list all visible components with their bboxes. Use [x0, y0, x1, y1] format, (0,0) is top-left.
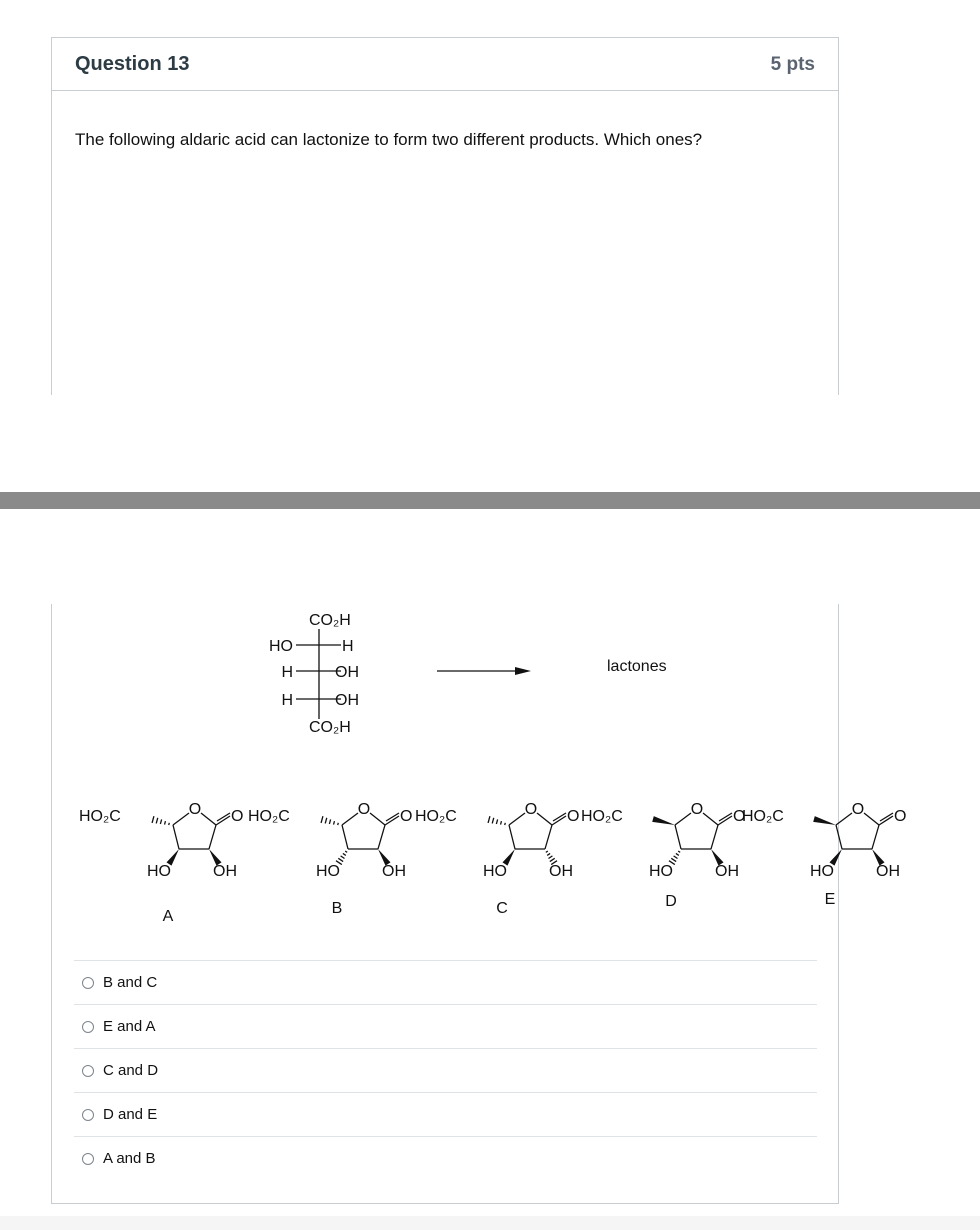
- radio-button[interactable]: [82, 1153, 94, 1165]
- answer-option-3[interactable]: [74, 1048, 817, 1092]
- substituent-label: HO₂C: [415, 808, 457, 825]
- structure-letter: B: [331, 900, 343, 917]
- question-header: [52, 38, 838, 91]
- hydroxyl-label-right: OH: [549, 863, 573, 880]
- radio-button[interactable]: [82, 1109, 94, 1121]
- structure-letter: C: [496, 900, 508, 917]
- lactone-structures: [79, 801, 906, 925]
- radio-button[interactable]: [82, 1021, 94, 1033]
- hydroxyl-label-left: HO: [147, 863, 171, 880]
- structure-letter: A: [162, 908, 174, 925]
- question-points: 5 pts: [770, 54, 815, 75]
- hydroxyl-label-right: OH: [715, 863, 739, 880]
- lactone-structure-a: [79, 801, 243, 925]
- answer-option-1[interactable]: [74, 960, 817, 1004]
- fischer-row3-left: H: [281, 692, 293, 709]
- radio-button[interactable]: [82, 1065, 94, 1077]
- radio-button[interactable]: [82, 977, 94, 989]
- question-card-bottom: [51, 604, 907, 1204]
- question-text: The following aldaric acid can lactonize to form two different products. Which ones?: [75, 130, 703, 149]
- answer-list: [74, 960, 817, 1180]
- answer-label: D and E: [103, 1106, 158, 1123]
- fischer-row2-right: OH: [335, 664, 359, 681]
- hydroxyl-label-right: OH: [213, 863, 237, 880]
- answer-option-4[interactable]: [74, 1092, 817, 1136]
- answer-label: A and B: [103, 1150, 156, 1167]
- answer-option-2[interactable]: [74, 1004, 817, 1048]
- ring-oxygen-label: O: [188, 801, 202, 818]
- hydroxyl-label-right: OH: [382, 863, 406, 880]
- hydroxyl-label-left: HO: [316, 863, 340, 880]
- ring-oxygen-label: O: [851, 801, 865, 818]
- structure-letter: E: [824, 891, 836, 908]
- fischer-row3-right: OH: [335, 692, 359, 709]
- structures-figure: [52, 604, 907, 944]
- lactones-label: lactones: [607, 658, 667, 675]
- fischer-row2-left: H: [281, 664, 293, 681]
- ring-oxygen-label: O: [524, 801, 538, 818]
- answer-option-5[interactable]: [74, 1136, 817, 1180]
- hydroxyl-label-left: HO: [483, 863, 507, 880]
- substituent-label: HO₂C: [248, 808, 290, 825]
- hydroxyl-label-left: HO: [649, 863, 673, 880]
- page-bottom-strip: [0, 1216, 980, 1230]
- question-title: Question 13: [75, 53, 190, 75]
- lactone-structure-b: [248, 801, 412, 917]
- lactone-structure-e: [742, 801, 906, 908]
- fischer-row1-left: HO: [269, 638, 293, 655]
- fischer-bottom-group: CO₂H: [309, 719, 351, 736]
- carbonyl-oxygen-label: O: [567, 808, 580, 825]
- substituent-label: HO₂C: [742, 808, 784, 825]
- hydroxyl-label-right: OH: [876, 863, 900, 880]
- lactone-structure-c: [415, 801, 579, 917]
- hydroxyl-label-left: HO: [810, 863, 834, 880]
- fischer-row1-right: H: [342, 638, 354, 655]
- answer-label: B and C: [103, 974, 158, 991]
- answer-label: E and A: [103, 1018, 156, 1035]
- structure-letter: D: [665, 893, 677, 910]
- carbonyl-oxygen-label: O: [894, 808, 907, 825]
- carbonyl-oxygen-label: O: [231, 808, 244, 825]
- lactone-structure-d: [581, 801, 745, 910]
- carbonyl-oxygen-label: O: [400, 808, 413, 825]
- reaction-arrow: [437, 667, 531, 675]
- substituent-label: HO₂C: [581, 808, 623, 825]
- answer-label: C and D: [103, 1062, 159, 1079]
- divider-band: [0, 492, 980, 509]
- fischer-top-group: CO₂H: [309, 612, 351, 629]
- fischer-projection: [269, 612, 359, 736]
- substituent-label: HO₂C: [79, 808, 121, 825]
- ring-oxygen-label: O: [357, 801, 371, 818]
- carbonyl-oxygen-label: O: [733, 808, 746, 825]
- ring-oxygen-label: O: [690, 801, 704, 818]
- question-card-top: [51, 37, 839, 395]
